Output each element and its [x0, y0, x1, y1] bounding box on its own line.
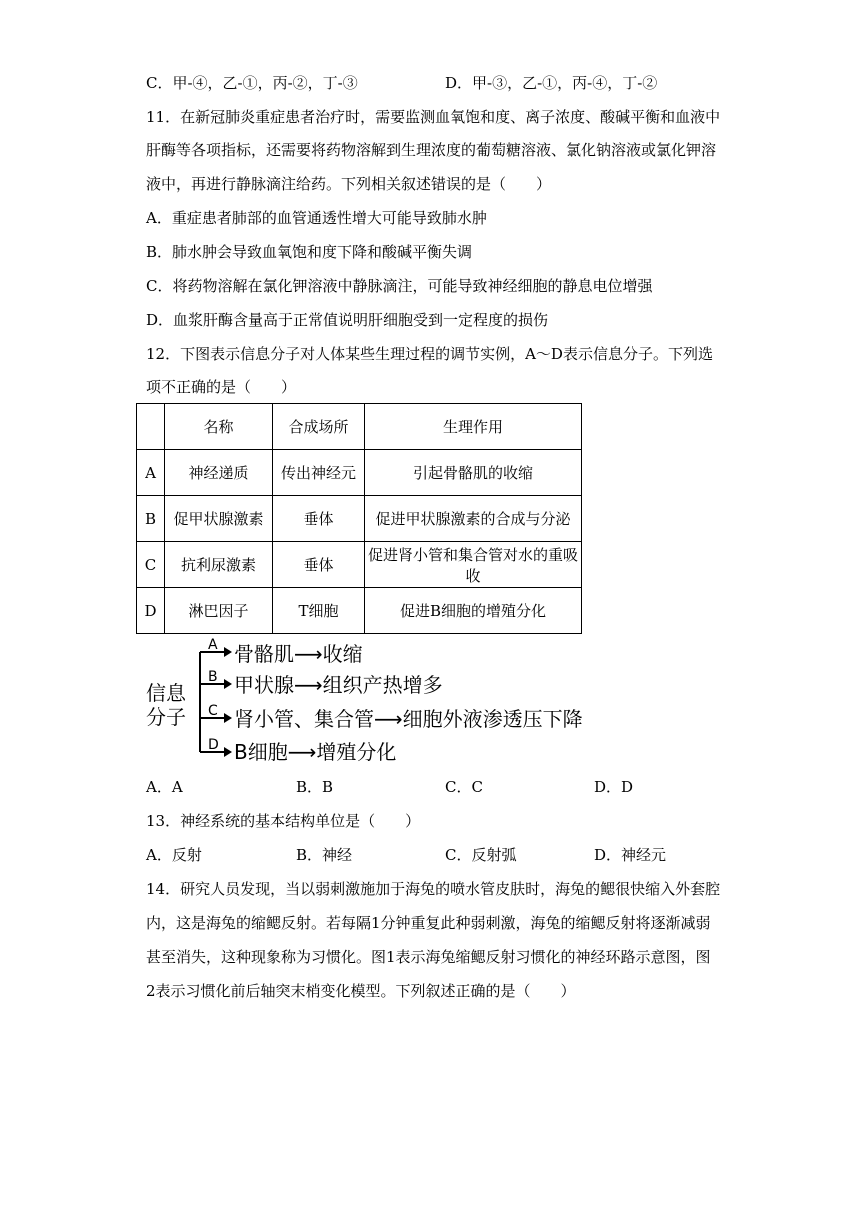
diagram-effect: 收缩 — [322, 642, 363, 666]
arrow-icon: ⟶ — [374, 707, 403, 731]
q11-option-a: A．重症患者肺部的血管通透性增大可能导致肺水肿 — [146, 209, 487, 227]
table-cell: 促甲状腺激素 — [165, 496, 273, 542]
table-cell: C — [137, 542, 165, 588]
q10-option-c: C．甲-④，乙-①，丙-②，丁-③ — [146, 74, 358, 92]
table-cell: 传出神经元 — [273, 450, 365, 496]
table-cell: 垂体 — [273, 542, 365, 588]
table-cell: A — [137, 450, 165, 496]
diagram-branch-a — [234, 643, 363, 665]
diagram-target: 骨骼肌 — [234, 642, 294, 666]
q14-stem-line-2: 内，这是海兔的缩鳃反射。若每隔1分钟重复此种弱刺激，海兔的缩鳃反射将逐渐减弱 — [146, 914, 711, 932]
q14-stem-line-4: 2表示习惯化前后轴突末梢变化模型。下列叙述正确的是（ ） — [146, 982, 576, 1000]
table-header-cell: 名称 — [165, 404, 273, 450]
q11-stem-line-1: 11．在新冠肺炎重症患者治疗时，需要监测血氧饱和度、离子浓度、酸碱平衡和血液中 — [146, 108, 721, 126]
table-cell: B — [137, 496, 165, 542]
table-cell: 淋巴因子 — [165, 588, 273, 634]
table-cell: 垂体 — [273, 496, 365, 542]
table-cell: 促进肾小管和集合管对水的重吸收 — [365, 542, 582, 588]
table-row — [137, 450, 582, 496]
q14-stem-line-3: 甚至消失，这种现象称为习惯化。图1表示海兔缩鳃反射习惯化的神经环路示意图，图 — [146, 948, 711, 966]
diagram-source-line-2: 分子 — [146, 705, 186, 729]
diagram-branch-letter: C — [208, 703, 218, 719]
diagram-source-line-1: 信息 — [146, 681, 186, 705]
diagram-effect: 细胞外液渗透压下降 — [402, 707, 583, 731]
q11-option-d: D．血浆肝酶含量高于正常值说明肝细胞受到一定程度的损伤 — [146, 311, 549, 329]
diagram-target: 甲状腺 — [234, 673, 294, 697]
diagram-branch-d — [234, 741, 396, 763]
info-molecule-diagram — [142, 638, 622, 766]
arrow-icon: ⟶ — [294, 673, 323, 697]
q12-option-d: D．D — [594, 778, 634, 796]
q12-stem-line-1: 12．下图表示信息分子对人体某些生理过程的调节实例，A～D表示信息分子。下列选 — [146, 345, 713, 363]
table-cell: D — [137, 588, 165, 634]
diagram-branch-letter: A — [208, 637, 218, 653]
q12-option-c: C．C — [445, 778, 483, 796]
table-cell: 抗利尿激素 — [165, 542, 273, 588]
arrow-icon: ⟶ — [294, 642, 323, 666]
q13-option-b: B．神经 — [296, 846, 353, 864]
q13-option-d: D．神经元 — [594, 846, 667, 864]
diagram-branch-c — [234, 708, 583, 730]
diagram-branch-letter: D — [208, 737, 219, 753]
table-header-row — [137, 404, 582, 450]
info-molecule-table — [136, 403, 582, 634]
q13-option-c: C．反射弧 — [445, 846, 517, 864]
table-cell: 促进甲状腺激素的合成与分泌 — [365, 496, 582, 542]
diagram-branch-letter: B — [208, 669, 218, 685]
q13-stem: 13．神经系统的基本结构单位是（ ） — [146, 812, 421, 830]
table-row — [137, 588, 582, 634]
q14-stem-line-1: 14．研究人员发现，当以弱刺激施加于海兔的喷水管皮肤时，海兔的鳃很快缩入外套腔 — [146, 880, 721, 898]
q11-stem-line-2: 肝酶等各项指标，还需要将药物溶解到生理浓度的葡萄糖溶液、氯化钠溶液或氯化钾溶 — [146, 141, 717, 159]
table-header-cell — [137, 404, 165, 450]
diagram-effect: 组织产热增多 — [322, 673, 443, 697]
q11-option-c: C．将药物溶解在氯化钾溶液中静脉滴注，可能导致神经细胞的静息电位增强 — [146, 277, 653, 295]
table-cell: T细胞 — [273, 588, 365, 634]
q12-option-b: B．B — [296, 778, 334, 796]
table-header-cell: 合成场所 — [273, 404, 365, 450]
diagram-effect: 增殖分化 — [316, 740, 397, 764]
diagram-target: B细胞 — [234, 740, 288, 764]
q13-option-a: A．反射 — [146, 846, 202, 864]
table-cell: 促进B细胞的增殖分化 — [365, 588, 582, 634]
q12-option-a: A．A — [146, 778, 183, 796]
table-header-cell: 生理作用 — [365, 404, 582, 450]
diagram-target: 肾小管、集合管 — [234, 707, 374, 731]
table-cell: 神经递质 — [165, 450, 273, 496]
table-cell: 引起骨骼肌的收缩 — [365, 450, 582, 496]
table-row — [137, 542, 582, 588]
q12-stem-line-2: 项不正确的是（ ） — [146, 378, 297, 396]
arrow-icon: ⟶ — [287, 740, 317, 764]
q10-option-d: D．甲-③，乙-①，丙-④，丁-② — [445, 74, 658, 92]
table-row — [137, 496, 582, 542]
q11-option-b: B．肺水肿会导致血氧饱和度下降和酸碱平衡失调 — [146, 243, 473, 261]
q11-stem-line-3: 液中，再进行静脉滴注给药。下列相关叙述错误的是（ ） — [146, 175, 552, 193]
diagram-branch-b — [234, 674, 443, 696]
